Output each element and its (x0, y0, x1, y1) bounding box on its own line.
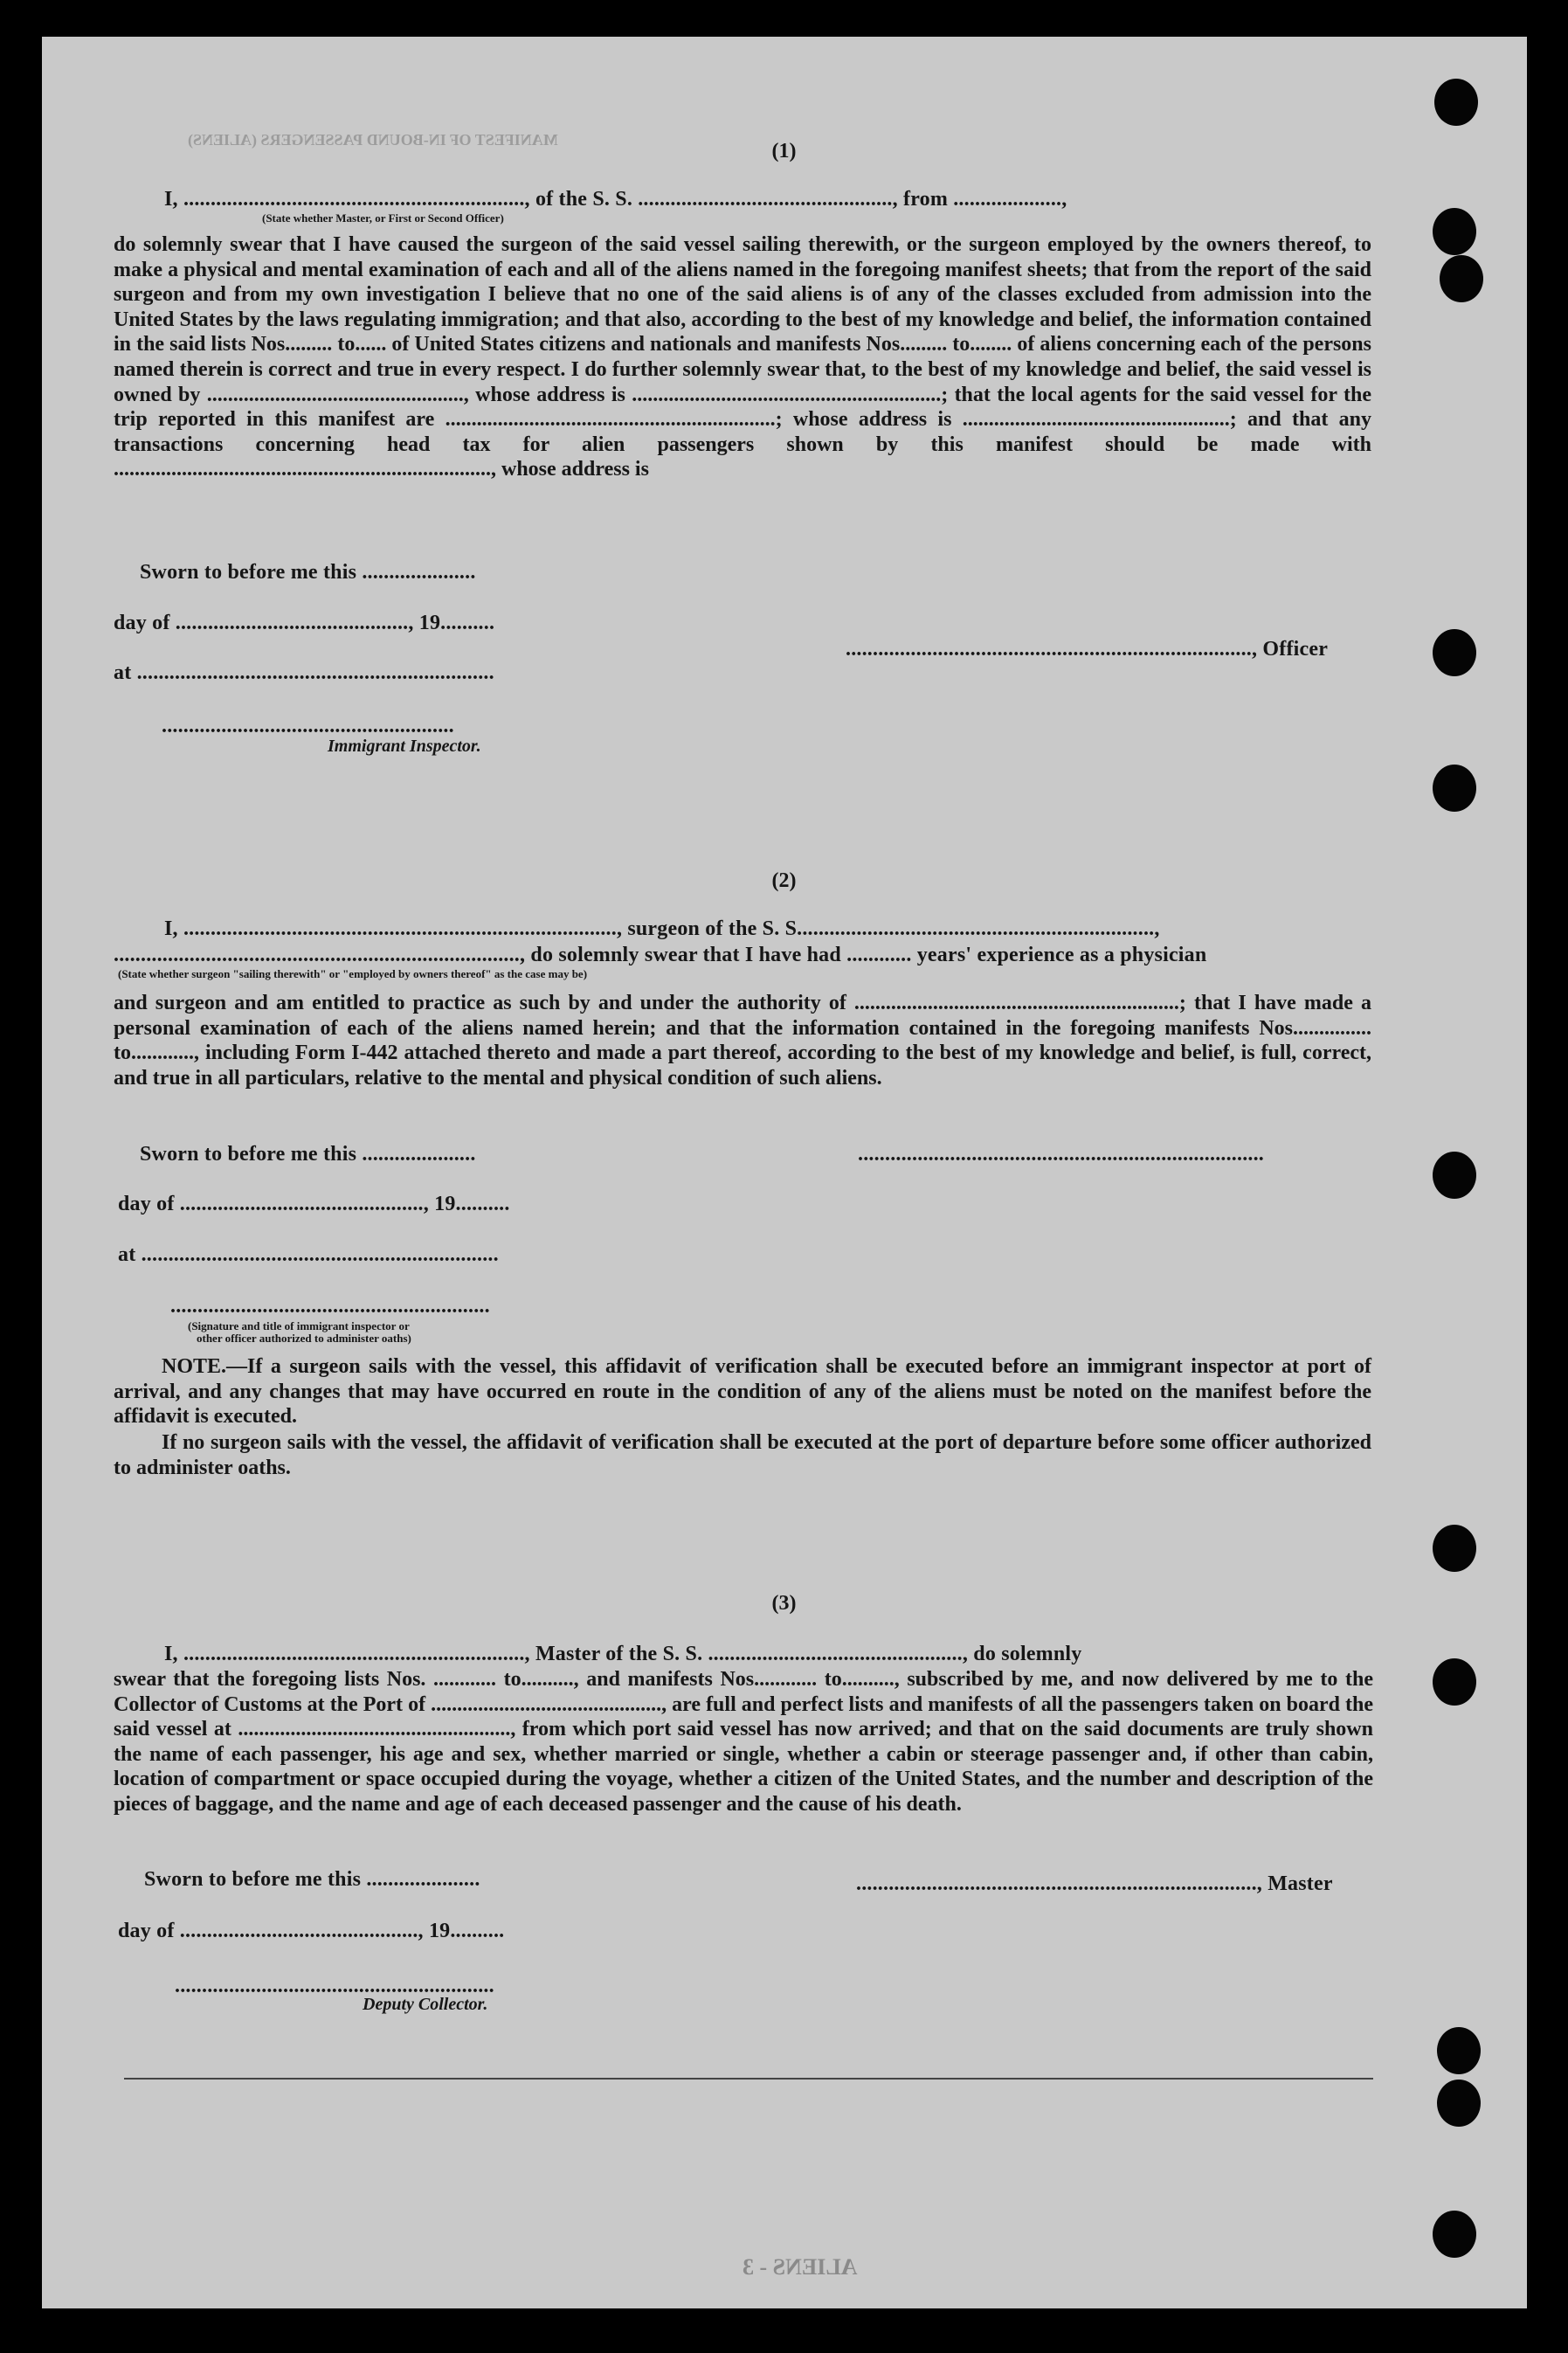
section-3-master-signature: .........................................................................., Master (856, 1872, 1333, 1895)
punch-hole (1433, 765, 1476, 812)
section-2-surgeon-line: I, ................................................................................, surgeon of the S. S.................................................................., (164, 917, 1160, 940)
section-3-number: (3) (771, 1592, 797, 1615)
section-2-signature-caption-1: (Signature and title of immigrant inspector or (188, 1319, 410, 1332)
punch-hole (1434, 79, 1478, 126)
punch-hole (1433, 2211, 1476, 2258)
section-2-number: (2) (771, 869, 797, 892)
section-1-oath-text: do solemnly swear that I have caused the surgeon of the said vessel sailing therewith, or the surgeon employed by the owners thereof, to make a physical and mental examination of each and all of the aliens named in the foregoing manifest sheets; that from the report of the said surgeon and from my own investigation I believe that no one of the said aliens is of any of the classes excluded from admission into the United States by the laws regulating immigration; and that also, according to the best of my knowledge and belief, the information contained in the said lists Nos......... to...... of United States citizens and nationals and manifests Nos......... to........ of aliens concerning each of the persons named therein is correct and true in every respect. I do further solemnly swear that, to the best of my knowledge and belief, the said vessel is owned by ................................................., whose address is ...........................................................; that the local agents for the said vessel for the trip reported in this manifest are ...............................................................; whose address is ...................................................; and that any transactions concerning head tax for alien passengers shown by this manifest should be made with ........................................................................, whose address is (114, 233, 1371, 481)
section-1-inspector-label: Immigrant Inspector. (328, 737, 481, 756)
section-2-sworn-line: Sworn to before me this ..................... (140, 1143, 476, 1166)
bottom-divider (124, 2078, 1373, 2080)
bleedthrough-header: MANIFEST OF IN-BOUND PASSENGERS (ALIENS) (188, 131, 558, 149)
section-2-surgeon-signature: ........................................................................... (858, 1143, 1264, 1166)
section-3-deputy-label: Deputy Collector. (363, 1995, 488, 2014)
section-3-master-line: I, ..............................................................., Master of the S. S. ..............................................., do solemnly (164, 1643, 1082, 1665)
punch-hole (1433, 1525, 1476, 1572)
section-2-note-2: If no surgeon sails with the vessel, the affidavit of verification shall be executed at the port of departure before some officer authorized to administer oaths. (114, 1431, 1371, 1479)
punch-hole (1437, 2080, 1481, 2127)
section-2-note: NOTE.—If a surgeon sails with the vessel, this affidavit of verification shall be executed before an immigrant inspector at port of arrival, and any changes that may have occurred en route in the condition of any of the aliens must be noted on the manifest before the affidavit is executed. (114, 1355, 1371, 1429)
section-1-number: (1) (771, 140, 797, 163)
section-2-oath-text: and surgeon and am entitled to practice as such by and under the authority of ..............................................................; that I have made a personal examination of each of the aliens named herein; and that the information contained in the foregoing manifests Nos............... to............, including Form I-442 attached thereto and made a part thereof, according to the best of my knowledge and belief, is full, correct, and true in all particulars, relative to the mental and physical condition of such aliens. (114, 992, 1371, 1090)
section-1-at-line: at .................................................................. (114, 661, 494, 684)
punch-hole (1437, 2027, 1481, 2074)
section-1-officer-caption: (State whether Master, or First or Second Officer) (262, 211, 504, 225)
section-2-signature-line: ........................................................... (170, 1295, 490, 1318)
section-1-officer-line: I, ..............................................................., of the S. S. ..............................................., from ...................., (164, 188, 1067, 211)
section-2-at-line: at .................................................................. (118, 1243, 499, 1266)
punch-hole (1433, 629, 1476, 676)
punch-hole (1433, 1658, 1476, 1706)
section-2-signature-caption-2: other officer authorized to administer oaths) (197, 1332, 411, 1345)
bleedthrough-footer: ALIENS - 3 (743, 2254, 858, 2280)
section-1-sworn-line: Sworn to before me this ..................... (140, 561, 476, 584)
section-3-day-line: day of ............................................, 19.......... (118, 1920, 505, 1942)
section-2-surgeon-caption: (State whether surgeon "sailing therewith" or "employed by owners thereof" as the case may be) (118, 967, 588, 980)
section-1-officer-signature: ..........................................................................., Officer (846, 638, 1329, 661)
punch-hole (1440, 255, 1483, 302)
section-1-inspector-signature-line: ...................................................... (162, 715, 454, 737)
section-3-deputy-signature-line: ........................................................... (175, 1975, 494, 1997)
section-3-oath-text: swear that the foregoing lists Nos. ............ to.........., and manifests Nos............ to.........., subscribed by me, and now delivered by me to the Collector of Customs at the Port of ............................................, are full and perfect lists and manifests of all the passengers taken on board the said vessel at ...................................................., from which port said vessel has now arrived; and that on the said documents are truly shown the name of each passenger, his age and sex, whether married or single, whether a cabin or steerage passenger and, if other than cabin, location of compartment or space occupied during the voyage, whether a citizen of the United States, and the number and description of the pieces of baggage, and the name and age of each deceased passenger and the cause of his death. (114, 1668, 1373, 1816)
punch-hole (1433, 1152, 1476, 1199)
section-2-experience-line: ..........................................................................., do solemnly swear that I have had ............ years' experience as a physician (114, 944, 1207, 966)
punch-hole (1433, 208, 1476, 255)
section-1-day-line: day of ..........................................., 19.......... (114, 612, 495, 634)
section-2-day-line: day of ............................................., 19.......... (118, 1193, 510, 1215)
section-3-sworn-line: Sworn to before me this ..................... (144, 1868, 480, 1891)
